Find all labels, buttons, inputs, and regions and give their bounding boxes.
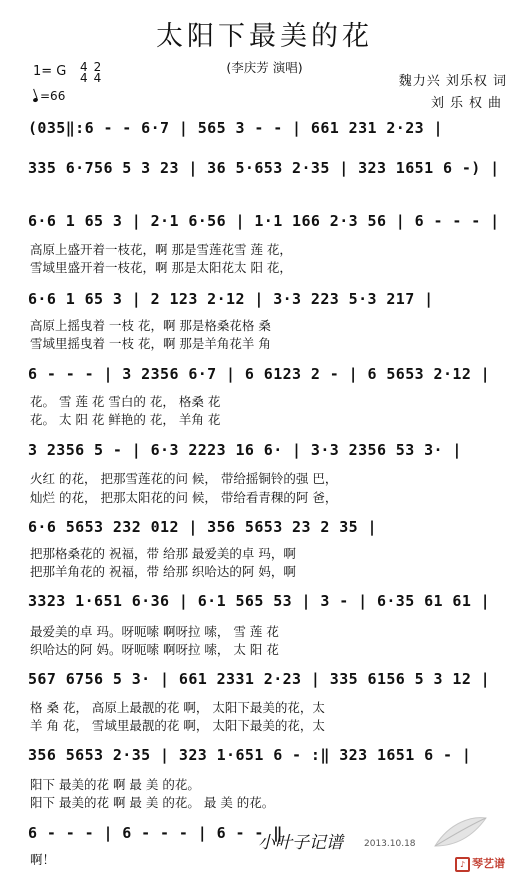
tempo-marking: =66 <box>33 89 65 103</box>
score-row-10: 356 5653 2·35 | 323 1·651 6 - :‖ 323 1651 6 - | <box>28 746 472 764</box>
lyric-row-4a: 高原上摇曳着 一枝 花，啊 那是格桑花格 桑 <box>30 318 271 333</box>
lyric-row-10a: 阳下 最美的花 啊 最 美 的花。 <box>30 777 200 792</box>
score-row-3: 6·6 1 65 3 | 2·1 6·56 | 1·1 166 2·3 56 | 6 - - - | <box>28 212 500 230</box>
lyric-row-6a: 火红 的花， 把那雪莲花的问 候， 带给摇铜铃的强 巴， <box>30 471 338 486</box>
time-signature-1: 4 4 <box>80 60 88 85</box>
logo-icon: ♪ <box>455 857 470 872</box>
lyric-row-5b: 花。 太 阳 花 鲜艳的 花， 羊角 花 <box>30 412 221 427</box>
score-row-8: 3323 1·651 6·36 | 6·1 565 53 | 3 - | 6·35 61 61 | <box>28 592 491 610</box>
score-row-6: 3 2356 5 - | 6·3 2223 16 6· | 3·3 2356 53 3· | <box>28 441 462 459</box>
score-row-1: (035‖:6 - - 6·7 | 565 3 - - | 661 231 2·23 | <box>28 119 443 137</box>
lyric-row-3a: 高原上盛开着一枝花，啊 那是雪莲花雪 莲 花， <box>30 242 292 257</box>
score-row-11: 6 - - - | 6 - - - | 6 - - ‖ <box>28 824 283 842</box>
quarter-note-icon <box>32 97 38 102</box>
lyric-row-6b: 灿烂 的花， 把那太阳花的问 候， 带给看青稞的阿 爸， <box>30 490 338 505</box>
lyric-row-8b: 织哈达的阿 妈。呀呃嗦 啊呀拉 嗦， 太 阳 花 <box>30 642 279 657</box>
lyric-row-9b: 羊 角 花， 雪域里最靓的花 啊， 太阳下最美的花，太 <box>30 718 325 733</box>
score-row-9: 567 6756 5 3· | 661 2331 2·23 | 335 6156 5 3 12 | <box>28 670 491 688</box>
key-signature: 1= G <box>33 64 67 79</box>
lyric-row-5a: 花。 雪 莲 花 雪白的 花， 格桑 花 <box>30 394 221 409</box>
lyric-row-9a: 格 桑 花， 高原上最靓的花 啊， 太阳下最美的花，太 <box>30 700 325 715</box>
site-logo[interactable]: ♪ 琴艺谱 <box>455 855 505 872</box>
lyric-row-8a: 最爱美的卓 玛。呀呃嗦 啊呀拉 嗦， 雪 莲 花 <box>30 624 279 639</box>
lyric-row-4b: 雪域里摇曳着 一枝 花，啊 那是羊角花羊 角 <box>30 336 271 351</box>
lyricist-credit: 魏力兴 刘乐权 词 <box>398 74 507 89</box>
transcription-date: 2013.10.18 <box>364 839 416 849</box>
lyric-row-10b: 阳下 最美的花 啊 最 美 的花。 最 美 的花。 <box>30 795 275 810</box>
score-row-2: 335 6·756 5 3 23 | 36 5·653 2·35 | 323 1651 6 -) | <box>28 159 500 177</box>
time-signature <box>80 62 101 84</box>
leaf-icon <box>430 812 490 852</box>
page-title: 太阳下最美的花 <box>156 21 373 52</box>
lyric-row-3b: 雪域里盛开着一枝花，啊 那是太阳花太 阳 花， <box>30 260 292 275</box>
composer-credit: 刘乐权曲 <box>430 96 507 111</box>
lyric-row-7a: 把那格桑花的 祝福，带 给那 最爱美的卓 玛，啊 <box>30 546 296 561</box>
singer-credit: (李庆芳 演唱) <box>226 60 303 75</box>
transcriber-signature: 小叶子记谱 <box>258 833 343 853</box>
score-row-7: 6·6 5653 232 012 | 356 5653 23 2 35 | <box>28 518 377 536</box>
lyric-row-11: 啊！ <box>30 852 56 867</box>
score-row-5: 6 - - - | 3 2356 6·7 | 6 6123 2 - | 6 5653 2·12 | <box>28 365 491 383</box>
score-row-4: 6·6 1 65 3 | 2 123 2·12 | 3·3 223 5·3 217 | <box>28 290 434 308</box>
time-signature-2: 2 4 <box>93 60 102 85</box>
lyric-row-7b: 把那羊角花的 祝福，带 给那 织哈达的阿 妈，啊 <box>30 564 296 579</box>
